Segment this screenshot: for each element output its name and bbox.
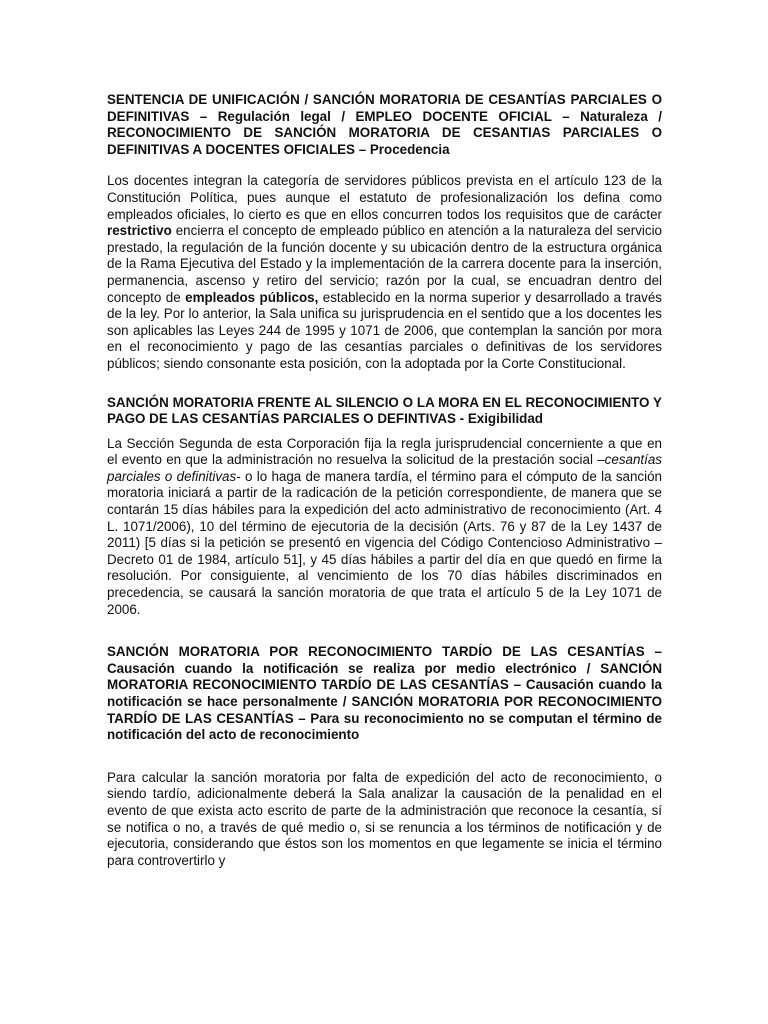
heading-3-part-e: / SANCIÓN MORATORIA POR RECONOCIMIENTO TARDÍO DE LAS CESANTÍAS – xyxy=(107,694,662,726)
heading-1-part-e: / RECONOCIMIENTO DE SANCIÓN MORATORIA DE CESANTIAS PARCIALES O DEFINITIVAS A DOCENTES OFICIALES – xyxy=(107,108,663,157)
heading-1-part-d: Naturaleza xyxy=(580,108,648,124)
heading-late-recognition xyxy=(107,644,662,744)
heading-2-part-a: SANCIÓN MORATORIA FRENTE AL SILENCIO O LA MORA EN EL RECONOCIMIENTO Y PAGO DE LAS CESANTÍAS PARCIALES O DEFINTIVAS - xyxy=(107,394,662,427)
heading-3-part-a: SANCIÓN MORATORIA POR RECONOCIMIENTO TARDÍO DE LAS CESANTÍAS – xyxy=(107,644,662,660)
heading-2-part-b: Exigibilidad xyxy=(467,411,543,427)
paragraph-1-part-e: establecido en la norma superior y desarrollado a través de la ley. Por lo anterior, la Sala unifica su jurisprudencia en el sentido que a los docentes les son aplicables las Leyes 244 de 1995 y 1071 de 2006, que contemplan la sanción por mora en el reconocimiento y pago de las cesantías parciales o definitivas de los servidores públicos; siendo consonante esta posición, con la adoptada por la Corte Constitucional. xyxy=(107,289,662,371)
paragraph-1-bold-empleados-publicos: empleados públicos, xyxy=(185,289,319,305)
paragraph-2-italic-cesantias: cesantías parciales o definitivas xyxy=(107,452,662,484)
paragraph-jurisprudential-rule xyxy=(107,436,662,619)
heading-unification-ruling xyxy=(107,92,662,158)
heading-3-part-f: Para su reconocimiento no se computan el término de notificación del acto de reconocimiento xyxy=(107,710,662,743)
paragraph-2-part-c: - o lo haga de manera tardía, el término para el cómputo de la sanción moratoria iniciará a partir de la radicación de la petición correspondiente, de manera que se contarán 15 días hábiles para la expedición del acto administrativo de reconocimiento (Art. 4 L. 1071/2006), 10 del término de ejecutoria de la decisión (Arts. 76 y 87 de la Ley 1437 de 2011) [5 días si la petición se presentó en vigencia del Código Contencioso Administrativo – Decreto 01 de 1984, artículo 51], y 45 días hábiles a partir del día en que quedó en firme la resolución. Por consiguiente, al vencimiento de los 70 días hábiles discriminados en precedencia, se causará la sanción moratoria de que trata el artículo 5 de la Ley 1071 de 2006. xyxy=(107,468,662,617)
heading-1-part-b: Regulación legal xyxy=(217,108,331,124)
paragraph-teachers-public-servants xyxy=(107,173,662,372)
document-page xyxy=(107,92,662,869)
heading-3-part-d: Causación cuando la notificación se hace personalmente xyxy=(107,677,662,709)
heading-3-part-b: Causación cuando la notificación se realiza por medio electrónico xyxy=(107,660,577,676)
paragraph-1-part-a: Los docentes integran la categoría de servidores públicos prevista en el artículo 123 de la Constitución Política, pues aunque el estatuto de profesionalización los defina como empleados oficiales, lo cierto es que en ellos concurren todos los requisitos que de carácter xyxy=(107,173,662,222)
heading-1-part-c: / EMPLEO DOCENTE OFICIAL – xyxy=(330,108,581,124)
heading-1-part-a: SENTENCIA DE UNIFICACIÓN / SANCIÓN MORATORIA DE CESANTÍAS PARCIALES O DEFINITIVAS – xyxy=(107,92,662,124)
heading-3-part-c: / SANCIÓN MORATORIA RECONOCIMIENTO TARDÍO DE LAS CESANTÍAS – xyxy=(107,660,662,693)
heading-1-part-f: Procedencia xyxy=(369,141,450,157)
paragraph-1-bold-restrictivo: restrictivo xyxy=(107,223,172,239)
heading-silence-or-delay xyxy=(107,395,662,428)
paragraph-2-part-a: La Sección Segunda de esta Corporación fija la regla jurisprudencial concerniente a que en el evento en que la administración no resuelva la solicitud de la prestación social – xyxy=(107,435,662,468)
paragraph-penalty-calculation: Para calcular la sanción moratoria por falta de expedición del acto de reconocimiento, o siendo tardío, adicionalmente deberá la Sala analizar la causación de la penalidad en el evento de que exista acto escrito de parte de la administración que reconoce la cesantía, sí se notifica o no, a través de qué medio o, si se renuncia a los términos de notificación y de ejecutoria, considerando que éstos son los momentos en que legamente se inicia el término para controvertirlo y xyxy=(107,769,662,868)
paragraph-1-part-c: encierra el concepto de empleado público en atención a la naturaleza del servicio prestado, la regulación de la función docente y su ubicación dentro de la estructura orgánica de la Rama Ejecutiva del Estado y la implementación de la carrera docente para la inserción, permanencia, ascenso y retiro del servicio; razón por la cual, se encuadran dentro del concepto de xyxy=(107,223,662,305)
